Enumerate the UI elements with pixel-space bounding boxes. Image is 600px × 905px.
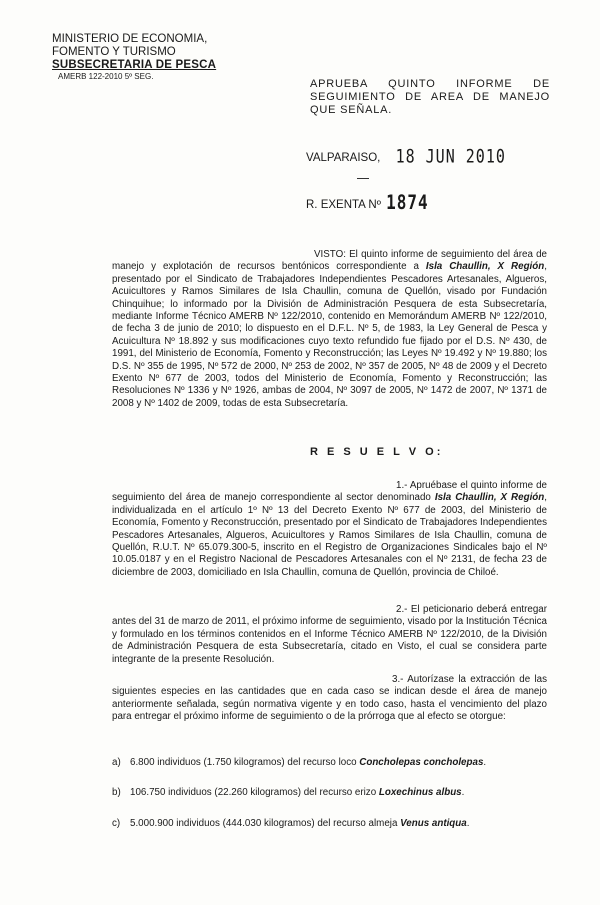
- city: VALPARAISO,: [306, 152, 381, 164]
- visto-rest: , presentado por el Sindicato de Trabajadores Independientes Pescadores Artesanales, Algueros, Acuicultores y Ramos Similares de Isla Chaullin, comuna de Quellón, visado por Fundación Chinquihue; lo informado por la División de Administración Pesquera de esta Subsecretaría, mediante Informe Técnico AMERB Nº 122/2010, contenido en Memorándum AMERB Nº 122/2010, de fecha 3 de junio de 2010; lo dispuesto en el D.F.L. Nº 5, de 1983, la Ley General de Pesca y Acuicultura Nº 18.892 y sus modificaciones cuyo texto refundido fue fijado por el D.S. Nº 430, de 1991, del Ministerio de Economía, Fomento y Reconstrucción; las Leyes Nº 19.492 y Nº 19.880; los D.S. Nº 355 de 1995, Nº 572 de 2000, Nº 253 de 2002, Nº 357 de 2005, Nº 48 de 2009 y el Decreto Exento Nº 677 de 2003, todos del Ministerio de Economía, Fomento y Reconstrucción; las Resoluciones Nº 1336 y Nº 1926, ambas de 2004, Nº 3097 de 2005, Nº 1472 de 2007, Nº 1371 de 2008 y Nº 1402 de 2009, todas de esta Subsecretaría.: [112, 261, 547, 409]
- place-date-line: [306, 144, 506, 168]
- visto-area: Isla Chaullin, X Región: [425, 261, 545, 273]
- article-1-rest: , individualizada en el artículo 1º Nº 13 del Decreto Exento Nº 677 de 2003, del Ministerio de Economía, Fomento y Reconstrucción, presentado por el Sindicato de Trabajadores Independientes Pescadores Artesanales, Algueros, Acuicultores y Ramos Similares de Isla Chaullin, comuna de Quellón, R.U.T. Nº 65.079.300-5, inscrito en el Registro de Organizaciones Sindicales bajo el Nº 10.05.0187 y en el Registro Nacional de Pescadores Artesanales con el Nº 2131, de fecha 23 de diciembre de 2003, domiciliado en Isla Chaullin, comuna de Quellón, provincia de Chiloé.: [112, 492, 547, 578]
- ministry-name-2: FOMENTO Y TURISMO: [52, 46, 176, 58]
- visto-paragraph: [112, 249, 547, 410]
- item-species: Loxechinus albus: [378, 787, 462, 798]
- resuelvo-heading: R E S U E L V O:: [310, 446, 444, 458]
- article-2: 2.- El peticionario deberá entregar antes del 31 de marzo de 2011, el próximo informe de seguimiento, visado por la Institución Técnica y formulado en los términos contenidos en el Informe Técnico AMERB Nº 122/2010, de la División de Administración Pesquera de esta Subsecretaría, citado en Visto, el cual se considera parte integrante de la presente Resolución.: [112, 604, 547, 665]
- item-label: b): [112, 787, 121, 798]
- exenta-number: 1874: [386, 191, 429, 214]
- letterhead: [52, 33, 216, 82]
- exenta-label: R. EXENTA Nº: [306, 199, 381, 211]
- exenta-line: [306, 193, 429, 212]
- item-text: 106.750 individuos (22.260 kilogramos) del recurso erizo: [130, 787, 379, 798]
- visto-intro: VISTO: El quinto informe de seguimiento del área de manejo y explotación de recursos bentónicos correspondiente a: [112, 249, 547, 273]
- ministry-name: MINISTERIO DE ECONOMIA,: [52, 33, 208, 45]
- article-3: 3.- Autorízase la extracción de las siguientes especies en las cantidades que en cada caso se indican desde el área de manejo anteriormente señalada, según normativa vigente y en todo caso, hasta el vencimiento del plazo para entregar el próximo informe de seguimiento o de la prórroga que al efecto se otorgue:: [112, 674, 547, 723]
- item-text: 6.800 individuos (1.750 kilogramos) del recurso loco: [130, 757, 360, 768]
- list-item: [112, 757, 486, 769]
- item-end: .: [466, 818, 470, 829]
- item-end: .: [483, 757, 487, 768]
- item-species: Concholepas concholepas: [359, 757, 484, 768]
- document-reference: AMERB 122-2010 5º SEG.: [58, 72, 154, 81]
- article-1: [112, 480, 547, 579]
- article-1-area: Isla Chaullin, X Región: [434, 492, 545, 504]
- list-item: [112, 787, 464, 799]
- subsecretaria-name: SUBSECRETARIA DE PESCA: [52, 59, 217, 71]
- item-label: c): [112, 818, 121, 829]
- stamp-mark: [357, 178, 369, 179]
- resolution-subject: APRUEBA QUINTO INFORME DE SEGUIMIENTO DE AREA DE MANEJO QUE SEÑALA.: [310, 78, 550, 116]
- item-label: a): [112, 757, 121, 768]
- item-text: 5.000.900 individuos (444.030 kilogramos) del recurso almeja: [130, 818, 401, 829]
- list-item: [112, 818, 469, 830]
- article-1-intro: 1.- Apruébase el quinto informe de seguimiento del área de manejo correspondiente al sector denominado: [112, 480, 547, 504]
- item-end: .: [461, 787, 465, 798]
- date-stamp: 18 JUN 2010: [395, 144, 506, 168]
- item-species: Venus antiqua: [400, 818, 467, 829]
